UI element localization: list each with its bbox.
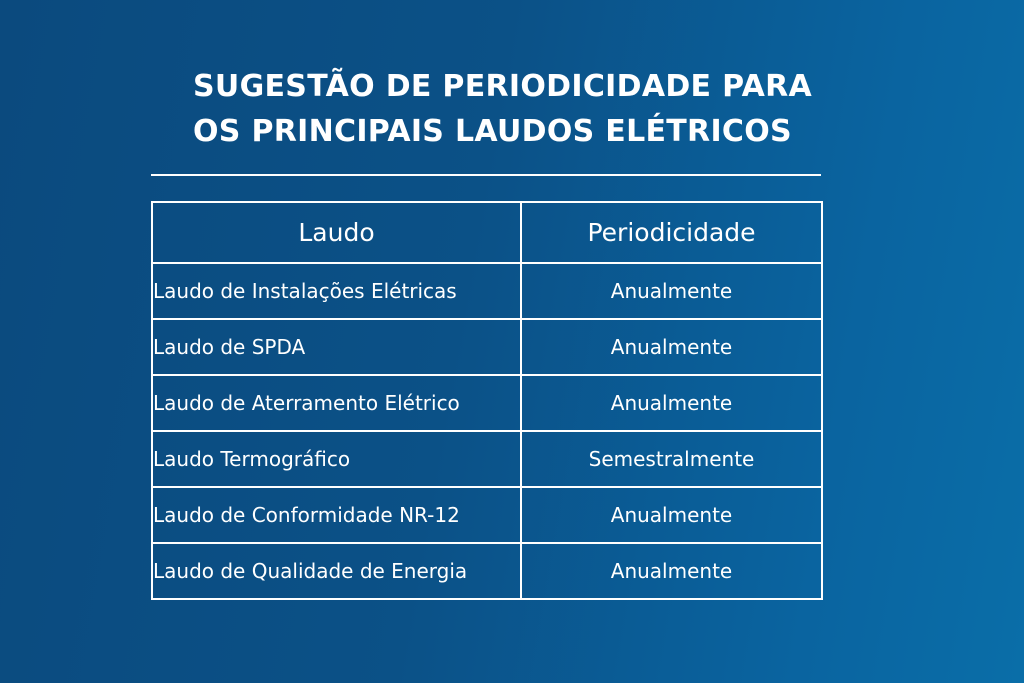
periodicidade-cell: Anualmente <box>521 487 822 543</box>
title-divider <box>151 174 821 176</box>
table-row <box>152 487 822 543</box>
header-laudo: Laudo <box>152 202 521 263</box>
title-line-1: SUGESTÃO DE PERIODICIDADE PARA <box>193 69 813 104</box>
table-row <box>152 431 822 487</box>
laudo-cell: Laudo de Qualidade de Energia <box>152 543 521 599</box>
laudo-cell: Laudo de Aterramento Elétrico <box>152 375 521 431</box>
laudo-cell: Laudo de Instalações Elétricas <box>152 263 521 319</box>
table-row <box>152 263 822 319</box>
periodicidade-cell: Semestralmente <box>521 431 822 487</box>
laudo-cell: Laudo de Conformidade NR-12 <box>152 487 521 543</box>
laudo-cell: Laudo Termográfico <box>152 431 521 487</box>
periodicidade-cell: Anualmente <box>521 375 822 431</box>
periodicidade-cell: Anualmente <box>521 319 822 375</box>
periodicidade-cell: Anualmente <box>521 263 822 319</box>
page-title <box>193 64 812 154</box>
table-row <box>152 319 822 375</box>
periodicity-table <box>151 201 823 600</box>
title-line-2: OS PRINCIPAIS LAUDOS ELÉTRICOS <box>193 114 792 149</box>
periodicidade-cell: Anualmente <box>521 543 822 599</box>
table-header-row <box>152 202 822 263</box>
table-row <box>152 375 822 431</box>
header-periodicidade: Periodicidade <box>521 202 822 263</box>
laudo-cell: Laudo de SPDA <box>152 319 521 375</box>
table-row <box>152 543 822 599</box>
